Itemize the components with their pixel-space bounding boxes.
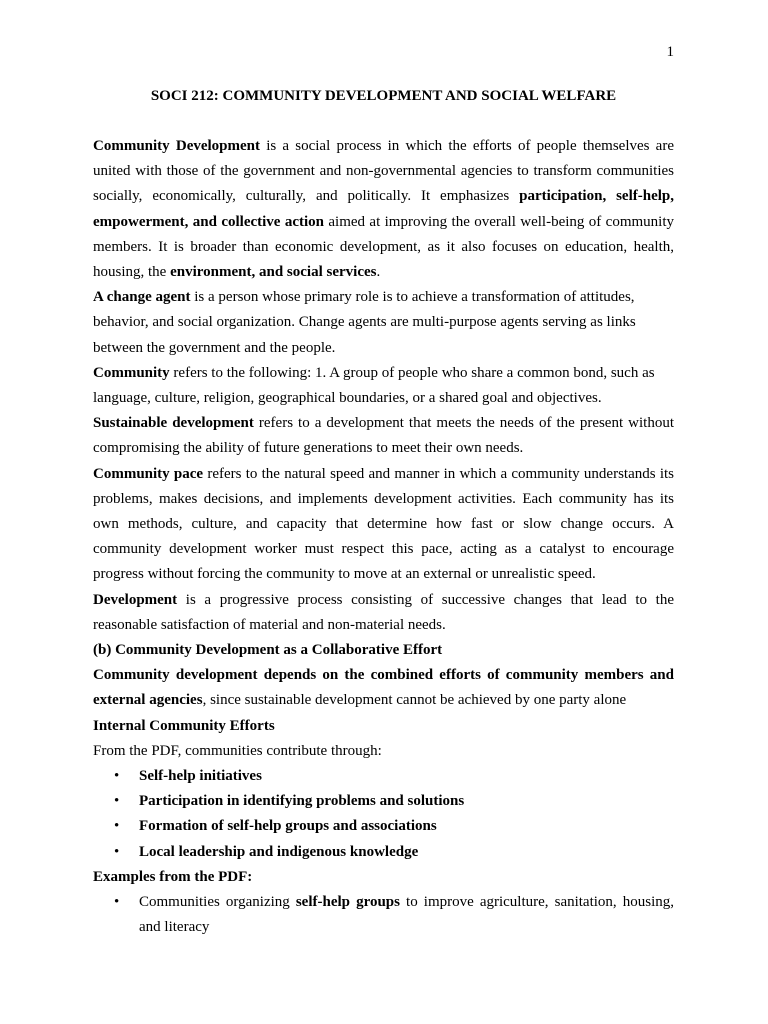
bullet-icon: •	[114, 843, 120, 860]
definition-text: refers to a development that meets the needs of the present without compromising the ability of future generations to meet their own needs.	[93, 415, 674, 457]
term-community: Community	[93, 364, 170, 381]
list-item	[93, 789, 674, 814]
term-change-agent: A change agent	[93, 289, 191, 306]
bullet-icon: •	[114, 793, 120, 810]
paragraph-development	[93, 588, 674, 638]
paragraph-community-pace	[93, 462, 674, 588]
definition-text: , since sustainable development cannot be achieved by one party alone	[202, 692, 627, 709]
definition-text: is a person whose primary role is to achieve a transformation of attitudes, behavior, and social organization. Change agents are multi-purpose agents serving as links between the government and the people.	[93, 289, 636, 356]
term-community-pace: Community pace	[93, 465, 204, 482]
paragraph-sustainable-development	[93, 411, 674, 461]
list-item-text: Participation in identifying problems and solutions	[139, 793, 465, 810]
term-development: Development	[93, 591, 178, 608]
list-item	[93, 814, 674, 839]
paragraph-community-development	[93, 134, 674, 285]
list-item-text: Self-help initiatives	[139, 768, 262, 785]
list-item-text: to improve agriculture, sanitation, housing, and literacy	[139, 894, 674, 936]
definition-text: refers to the natural speed and manner in which a community understands its problems, makes decisions, and implements development activities. Each community has its own methods, culture, and capacity that determine how fast or slow change occurs. A community development worker must respect this pace, acting as a catalyst to encourage progress without forcing the community to move at an external or unrealistic speed.	[93, 465, 674, 583]
list-item	[93, 764, 674, 789]
paragraph-collaborative	[93, 663, 674, 713]
document-title: SOCI 212: COMMUNITY DEVELOPMENT AND SOCIAL WELFARE	[150, 88, 617, 104]
section-heading-collaborative: (b) Community Development as a Collaborative Effort	[93, 642, 443, 659]
section-heading-examples: Examples from the PDF:	[93, 868, 253, 885]
examples-list	[93, 890, 674, 940]
section-heading-internal: Internal Community Efforts	[93, 717, 275, 734]
list-item-text: Local leadership and indigenous knowledge	[139, 843, 419, 860]
definition-text: refers to the following: 1. A group of people who share a common bond, such as language, culture, religion, geographical boundaries, or a shared goal and objectives.	[93, 364, 655, 407]
list-item	[93, 890, 674, 940]
emphasis-text: participation, self-help, empowerment, and collective action	[93, 188, 675, 230]
definition-text: aimed at improving the overall well-being of community members. It is broader than economic development, as it also focuses on education, health, housing, the	[93, 213, 674, 281]
term-community-development: Community Development	[93, 138, 261, 154]
emphasis-text: environment, and social services	[170, 264, 377, 281]
emphasis-text: self-help groups	[295, 894, 400, 911]
list-item-text: Communities organizing	[139, 894, 296, 911]
bullet-icon: •	[114, 768, 120, 785]
list-item-text: Formation of self-help groups and associations	[139, 818, 437, 835]
definition-text: is a social process in which the efforts of people themselves are united with those of the government and non-governmental agencies to transform communities socially, economically, culturally, and politically. It emphasizes	[93, 138, 674, 205]
list-item	[93, 840, 674, 865]
definition-text: is a progressive process consisting of successive changes that lead to the reasonable satisfaction of material and non-material needs.	[93, 591, 674, 633]
bullet-icon: •	[114, 818, 120, 835]
bullet-icon: •	[114, 894, 120, 911]
internal-efforts-list	[93, 764, 674, 865]
emphasis-text: Community development depends on the combined efforts of community members and external agencies	[93, 667, 674, 709]
paragraph-change-agent	[93, 285, 674, 361]
paragraph-community	[93, 361, 674, 411]
document-body	[93, 134, 674, 941]
definition-text: .	[376, 264, 381, 281]
page-number: 1	[666, 44, 674, 60]
term-sustainable-development: Sustainable development	[93, 415, 254, 432]
internal-intro: From the PDF, communities contribute through:	[93, 742, 382, 759]
